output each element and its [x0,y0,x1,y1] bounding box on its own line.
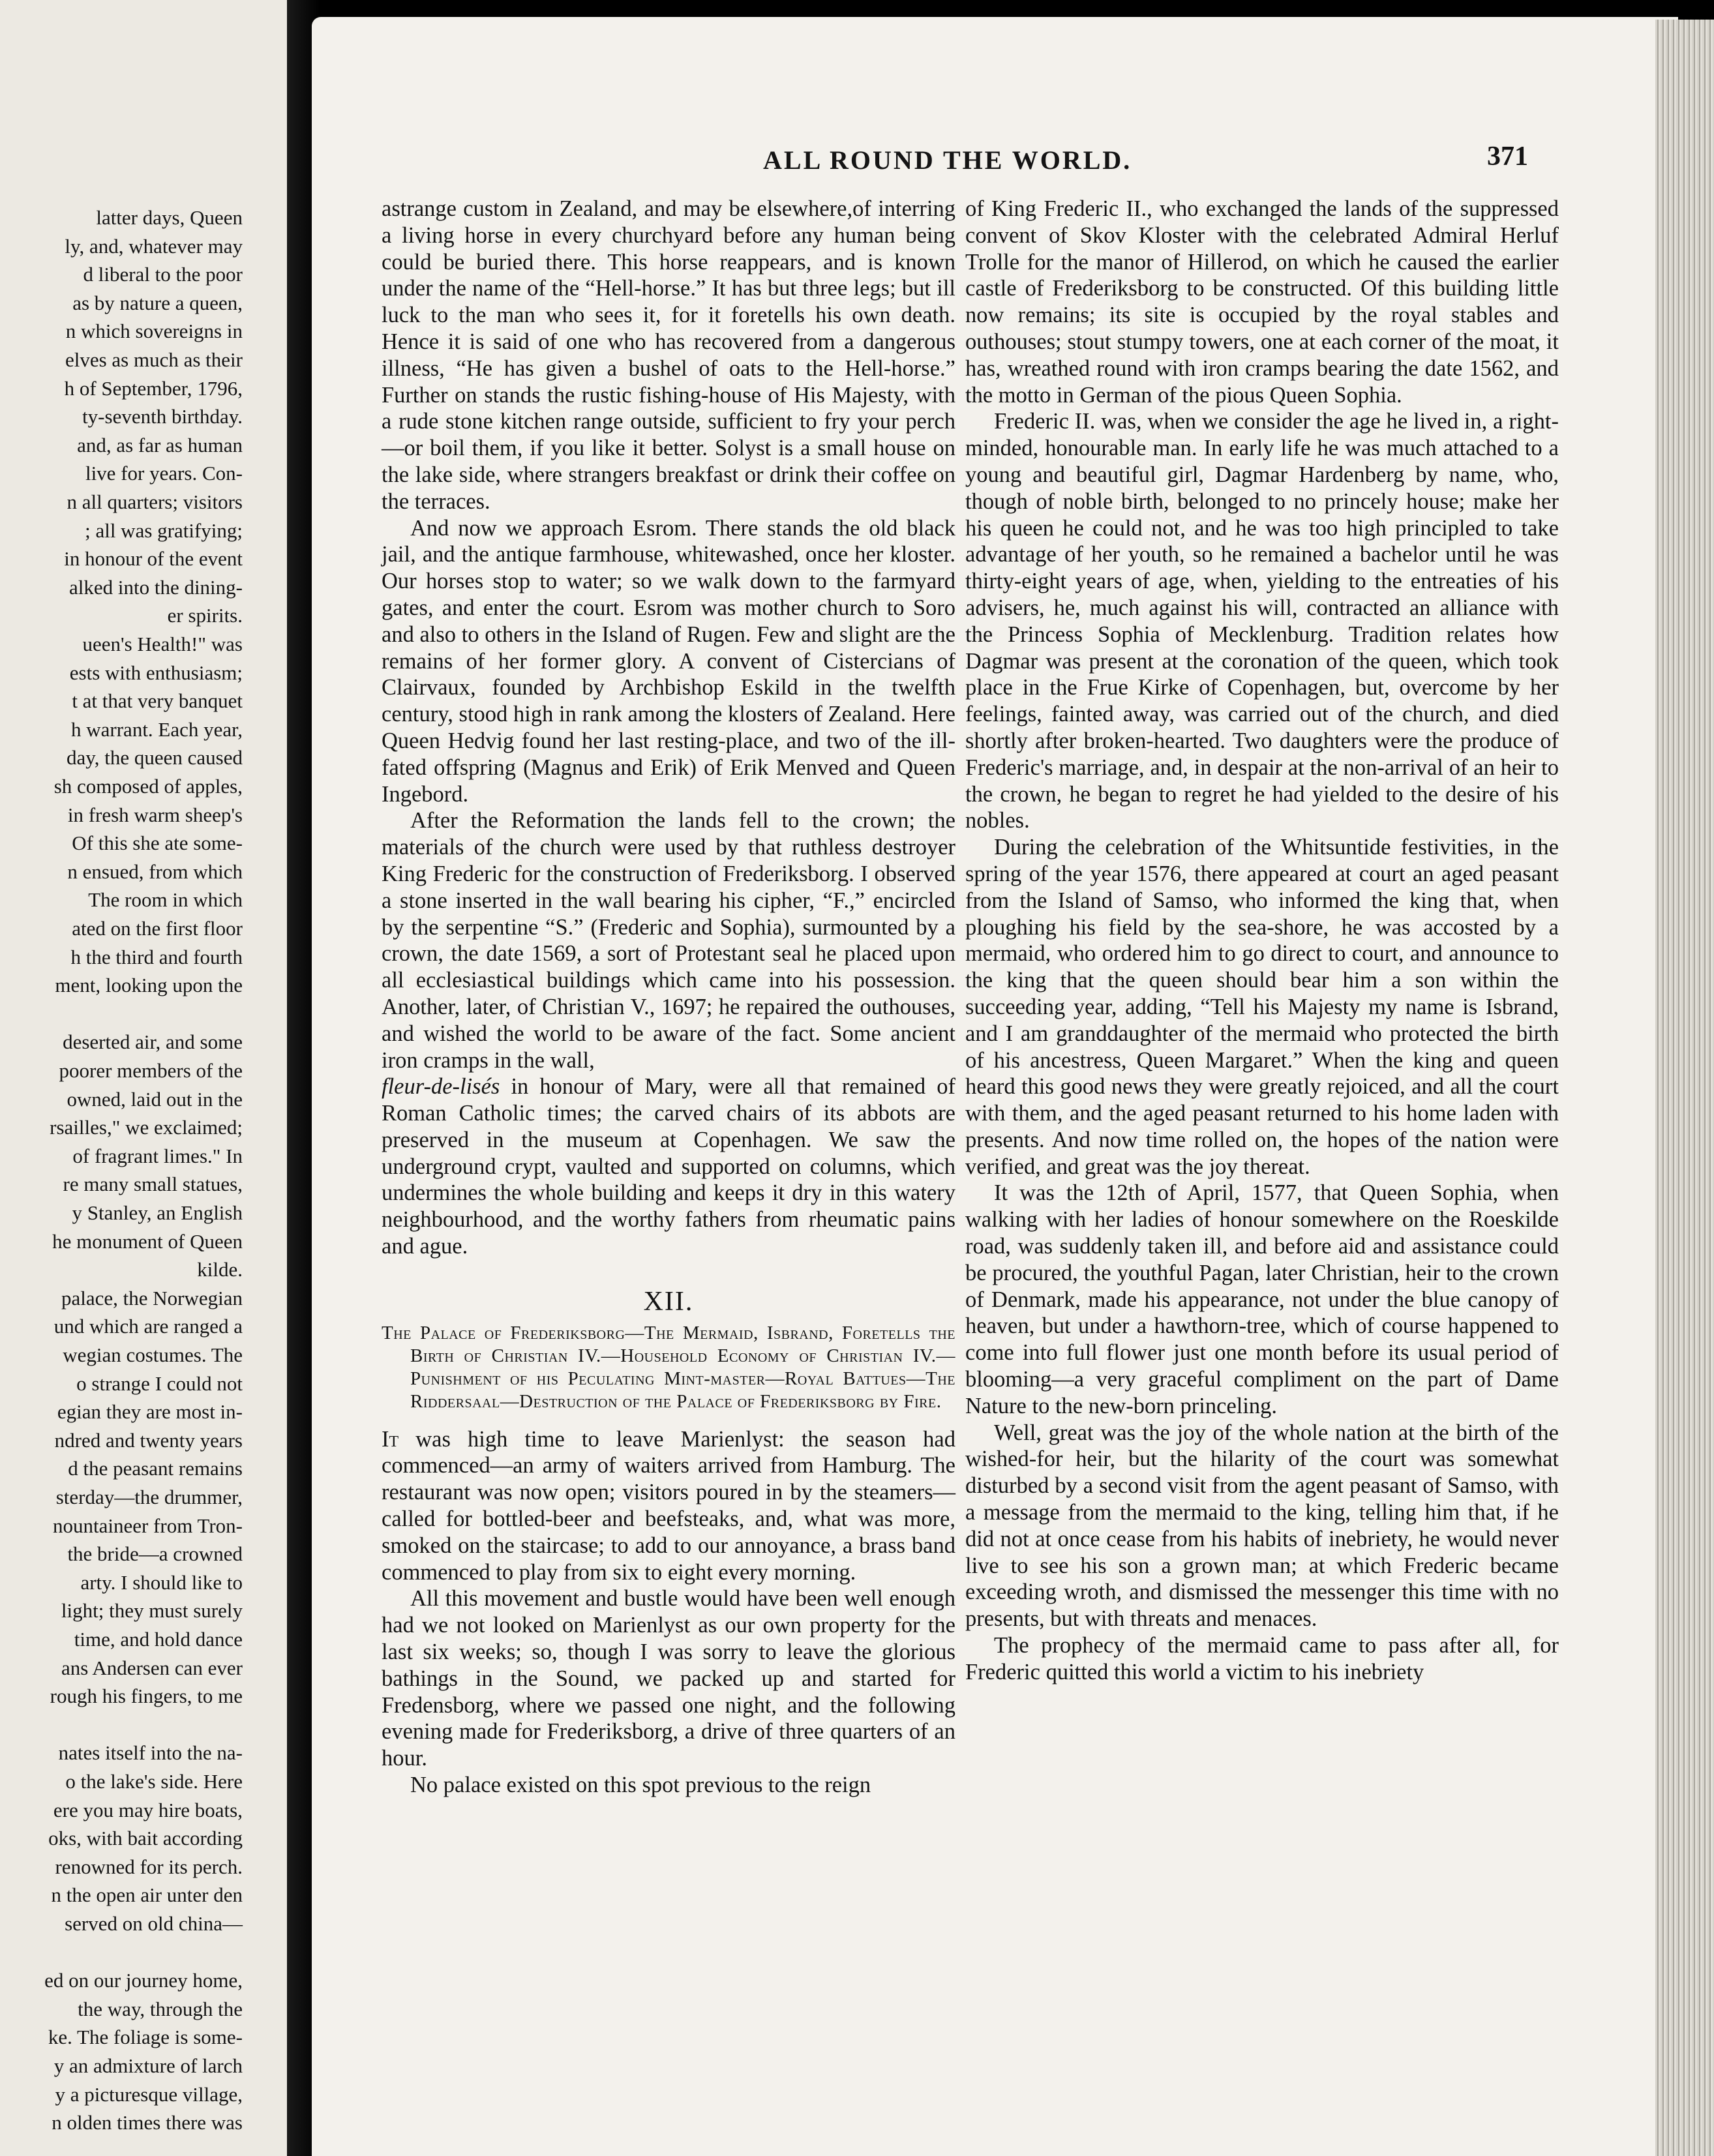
facing-page-line: n all quarters; visitors [67,490,243,513]
facing-page-line: day, the queen caused [67,746,243,770]
facing-page-line: y Stanley, an English [72,1201,243,1224]
text-column-left [382,196,955,1799]
section-number: XII. [643,1286,694,1317]
facing-page-line: the bride—a crowned [67,1542,243,1566]
facing-page-line: he monument of Queen [52,1229,243,1253]
paragraph [382,1426,955,1586]
running-head: ALL ROUND THE WORLD. [763,145,1132,175]
facing-page-line: und which are ranged a [53,1315,243,1338]
facing-page-line: n olden times there was [52,2111,243,2134]
facing-page-line: h of September, 1796, [64,376,243,400]
facing-page-fragment [0,0,287,2156]
facing-page-line: d liberal to the poor [83,263,243,286]
facing-page-line: nates itself into the na- [58,1741,243,1765]
paragraph [382,1073,955,1260]
facing-page-line: in honour of the event [64,547,243,571]
facing-page-line: y an admixture of larch [53,2054,243,2077]
paragraph: of King Frederic II., who exchanged the lands of the suppressed convent of Skov Kloster with the celebrated Admiral Herluf Trolle for the manor of Hillerod, on which he caused the earlier castle of Frederiksborg to be constructed. Of this building little now remains; its site is occupied by the royal stables and outhouses; stout stumpy towers, one at each corner of the moat, it has, wreathed round with iron cramps bearing the date 1562, and the motto in German of the pious Queen Sophia. [965,196,1559,408]
facing-page-line: er spirits. [167,604,243,627]
page-number: 371 [1487,142,1528,172]
facing-page-line: of fragrant limes." In [72,1144,243,1167]
facing-page-line: in fresh warm sheep's [67,803,243,826]
paragraph: It was the 12th of April, 1577, that Queen Sophia, when walking with her ladies of honour somewhere on the Roeskilde road, was suddenly taken ill, and before aid and assistance could be procured, the youthful Pagan, later Christian, heir to the crown of Denmark, made his appearance, not under the blue canopy of heaven, but under a hawthorn-tree, which of course happened to come into full flower just one month before its usual period of blooming—a very graceful compliment on the part of Dame Nature to the new-born princeling. [965,1180,1559,1418]
facing-page-line: t at that very banquet [72,689,243,713]
section-dropcap: It [382,1426,399,1452]
facing-page-line: n the open air unter den [51,1883,243,1907]
facing-page-line: ke. The foliage is some- [48,2026,243,2049]
facing-page-line: ment, looking upon the [55,974,243,997]
facing-page-line: renowned for its perch. [55,1855,243,1878]
facing-page-line: poorer members of the [59,1059,243,1082]
paragraph-continuation: in honour of Mary, were all that remained of Roman Catholic times; the carved chairs of its abbots are preserved in the museum at Copenhagen. We saw the underground crypt, vaulted and supported on columns, which undermines the whole building and keeps it dry in this watery neighbourhood, and the worthy fathers from rheumatic pains and ague. [382,1074,956,1259]
facing-page-line: wegian costumes. The [63,1343,243,1366]
facing-page-line: rough his fingers, to me [50,1684,243,1708]
facing-page-line: ueen's Health!" was [82,633,243,655]
facing-page-line: deserted air, and some [63,1030,243,1054]
paragraph: No palace existed on this spot previous to the reign [410,1773,871,1798]
facing-page-line: rsailles," we exclaimed; [50,1116,243,1139]
paragraph: And now we approach Esrom. There stands the old black jail, and the antique farmhouse, whitewashed, once her kloster. Our horses stop to water; so we walk down to the farmyard gates, and enter the court. Esrom was mother church to Soro and also to others in the Island of Rugen. Few and slight are the remains of her former glory. A convent of Cistercians of Clairvaux, founded by Archbishop Eskild in the twelfth century, stood high in rank among the klosters of Zealand. Here Queen Hedvig found her last resting-place, and two of the ill-fated offspring (Magnus and Erik) of Erik Menved and Queen Ingebord. [382,515,955,807]
facing-page-line: ly, and, whatever may [65,234,243,258]
facing-page-line: re many small statues, [63,1173,243,1196]
paragraph: All this movement and bustle would have been well enough had we not looked on Marienlyst as our own property for the last six weeks; so, though I was sorry to leave the glorious bathings in the Sound, we packed up and started for Fredensborg, where we passed one night, and the following evening made for Frederiksborg, a drive of three quarters of an hour. [382,1586,955,1771]
facing-page-line: elves as much as their [65,348,243,371]
facing-page-line: y a picturesque village, [55,2082,243,2106]
facing-page-line: palace, the Norwegian [61,1286,243,1310]
facing-page-line: latter days, Queen [96,206,243,229]
facing-page-line: arty. I should like to [80,1570,243,1594]
facing-page-line: ests with enthusiasm; [69,661,243,684]
facing-page-line: ated on the first floor [72,917,243,940]
facing-page-line: h warrant. Each year, [71,717,243,741]
paragraph: astrange custom in Zealand, and may be elsewhere,of interring a living horse in every churchyard before any human being could be buried there. This horse reappears, and is known under the name of the “Hell-horse.” It has but three legs; but ill luck to the man who sees it, for it foretells his own death. Hence it is said of one who has recovered from a dangerous illness, “He has given a bushel of oats to the Hell-horse.” Further on stands the rustic fishing-house of His Majesty, with a rude stone kitchen range outside, sufficient to fry your perch—or boil them, if you like it better. Solyst is a small house on the lake side, where strangers breakfast or drink their coffee on the terraces. [382,196,955,514]
section-summary: The Palace of Frederiksborg—The Mermaid, Isbrand, Foretells the Birth of Christian IV.—Household Economy of Christian IV.—Punishment of his Peculating Mint-master—Royal Battues—The Riddersaal—Destruction of the Palace of Frederiksborg by Fire. [382,1322,955,1412]
facing-page-line: as by nature a queen, [72,291,243,314]
paragraph: Well, great was the joy of the whole nation at the birth of the wished-for heir, but the hilarity of the court was somewhat disturbed by a second visit from the agent peasant of Samso, with a message from the mermaid to the king, telling him that, if he did not at once cease from his habits of inebriety, he would never live to see his son a grown man; at which Frederic became exceeding wroth, and dismissed the messenger this time with no presents, but with threats and menaces. [965,1420,1559,1632]
facing-page-line: the way, through the [78,1997,243,2020]
facing-page-line: egian they are most in- [57,1400,243,1424]
facing-page-line: ans Andersen can ever [61,1656,243,1679]
paragraph-text: was high time to leave Marienlyst: the season had commenced—an army of waiters arrived from Hamburg. The restaurant was now open; visitors poured in by the steamers—called for bottled-beer and beefsteaks, and, what was more, smoked on the staircase; to add to our annoyance, a brass band commenced to play from six to eight every morning. [382,1426,955,1585]
facing-page-line: ndred and twenty years [54,1428,243,1452]
paragraph: Frederic II. was, when we consider the age he lived in, a right-minded, honourable man. In early life he was much attached to a young and beautiful girl, Dagmar Hardenberg by name, who, though of noble birth, belonged to no princely house; make her his queen he could not, and he was too high principled to take advantage of her youth, so he remained a bachelor until he was thirty-eight years of age, when, yielding to the entreaties of his advisers, he, much against his will, contracted an alliance with the Princess Sophia of Mecklenburg. Tradition relates how Dagmar was present at the coronation of the queen, which took place in the Frue Kirke of Copenhagen, but, overcome by her feelings, fainted away, was carried out of the church, and died shortly after broken-hearted. Two daughters were the produce of Frederic's marriage, and, in despair at the non-arrival of an heir to the crown, he began to regret he had yielded to the desire of his nobles. [965,409,1559,833]
facing-page-line: live for years. Con- [85,462,243,485]
page-edges [1655,20,1714,2156]
facing-page-line: alked into the dining- [68,575,243,599]
facing-page-line: ty-seventh birthday. [82,405,243,428]
facing-page-line: ere you may hire boats, [53,1798,243,1821]
facing-page-line: oks, with bait according [48,1827,243,1850]
facing-page-line: The room in which [88,888,243,912]
paragraph: During the celebration of the Whitsuntide festivities, in the spring of the year 1576, there appeared at court an aged peasant from the Island of Samso, who informed the king that, when ploughing his field by the sea-shore, he was accosted by a mermaid, who ordered him to go direct to court, and announce to the king that the queen should bear him a son within the succeeding year, adding, “Tell his Majesty my name is Isbrand, and I am granddaughter of the mermaid who protected the birth of his ancestress, Queen Margaret.” When the king and queen heard this good news they were greatly rejoiced, and all the court with them, and the aged peasant returned to his home laden with presents. And now time rolled on, the hopes of the nation were verified, and great was the joy thereat. [965,835,1559,1179]
facing-page-line: n ensued, from which [67,860,243,883]
paragraph: The prophecy of the mermaid came to pass after all, for Frederic quitted this world a victim to his inebriety [965,1633,1559,1684]
facing-page-line: served on old china— [65,1912,243,1935]
facing-page-line: n which sovereigns in [65,320,243,343]
facing-page-line: light; they must surely [61,1599,243,1623]
facing-page-line: time, and hold dance [74,1628,243,1651]
facing-page-line: d the peasant remains [68,1457,243,1480]
paragraph: After the Reformation the lands fell to the crown; the materials of the church were used by that ruthless destroyer King Frederic for the construction of Frederiksborg. I observed a stone inserted in the wall bearing his cipher, “F.,” encircled by the serpentine “S.” (Frederic and Sophia), surmounted by a crown, the date 1569, a sort of Protestant seal he placed upon all ecclesiastical buildings which came into his possession. Another, later, of Christian V., 1697; he repaired the outhouses, and wished the world to be aware of the fact. Some ancient iron cramps in the wall, [382,808,955,1073]
facing-page-line: h the third and fourth [70,945,243,968]
facing-page-line: o strange I could not [76,1371,243,1395]
italic-phrase: fleur-de-lisés [382,1074,500,1100]
facing-page-line: sh composed of apples, [53,775,243,798]
facing-page-line: nountaineer from Tron- [52,1514,243,1537]
facing-page-line: ; all was gratifying; [85,518,243,542]
facing-page-line: ed on our journey home, [44,1969,243,1992]
facing-page-line: owned, laid out in the [67,1087,243,1111]
facing-page-line: kilde. [197,1258,243,1281]
facing-page-line: o the lake's side. Here [65,1770,243,1793]
text-column-right [965,196,1559,1686]
facing-page-line: sterday—the drummer, [55,1486,243,1508]
facing-page-line: Of this she ate some- [72,831,243,855]
facing-page-line: and, as far as human [77,433,243,457]
